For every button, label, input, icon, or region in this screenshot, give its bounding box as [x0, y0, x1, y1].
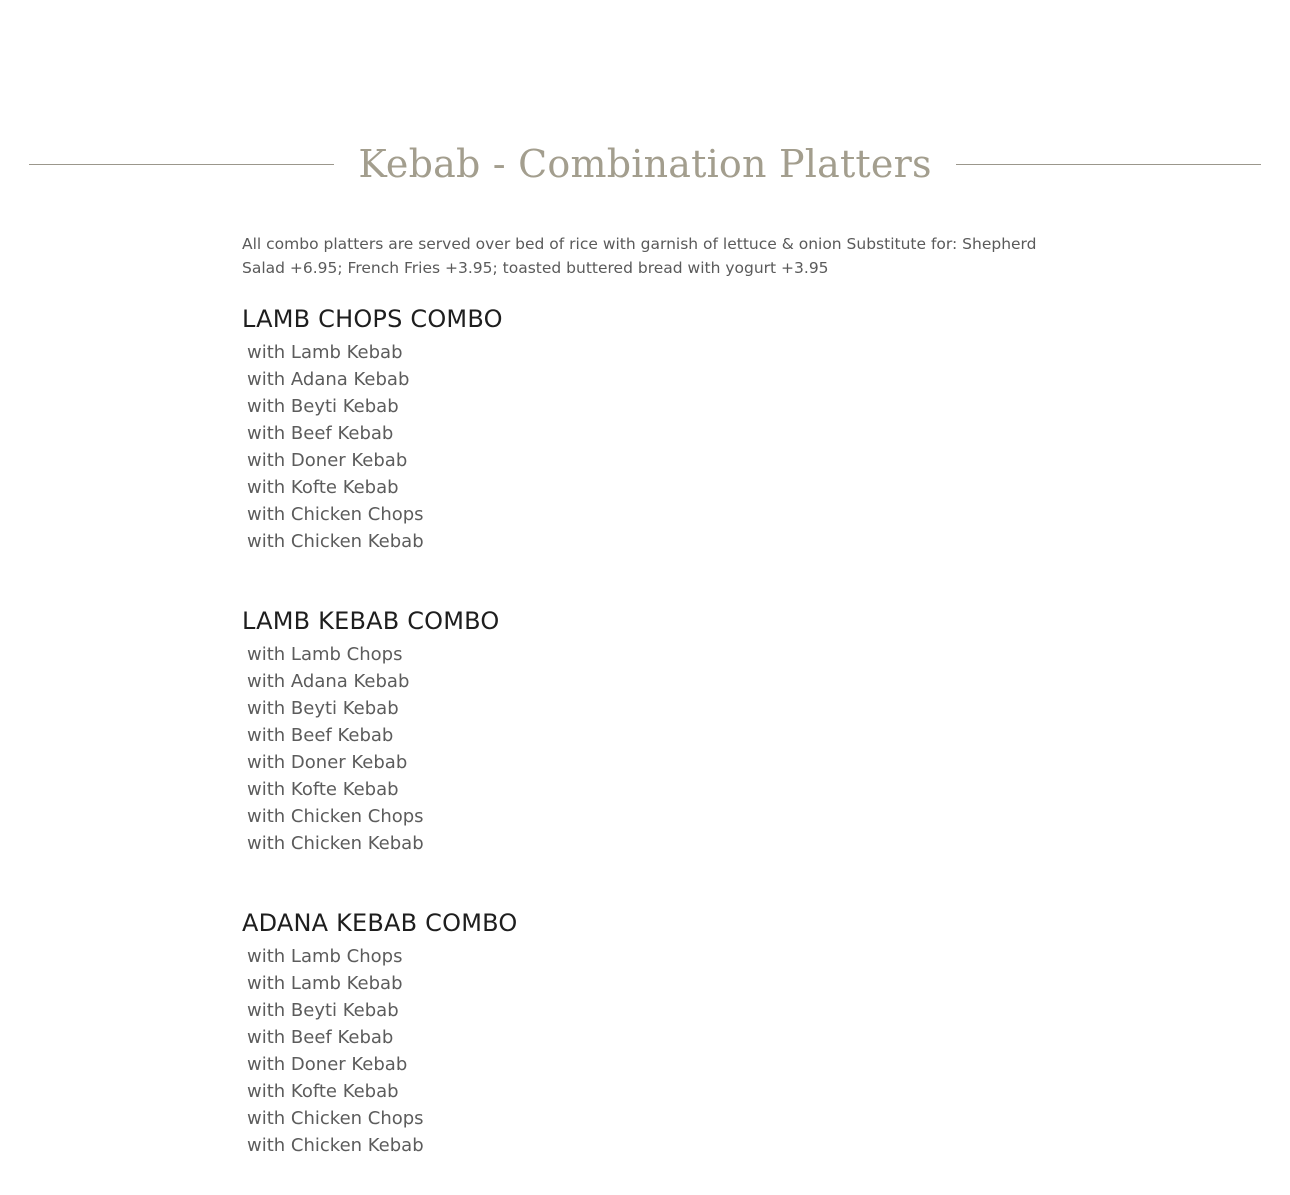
- combo-item: with Chicken Chops: [247, 1108, 424, 1129]
- combo-intro-text: All combo platters are served over bed of rice with garnish of lettuce & onion Substitute for: Shepherd Salad +6.95; French Fries +3.95; toasted buttered bread with yogurt +3.95: [242, 235, 1037, 277]
- combo-section-adana-kebab: [242, 907, 517, 1159]
- title-divider-left: [29, 164, 334, 165]
- combo-item: with Chicken Kebab: [247, 531, 424, 552]
- combo-item: with Kofte Kebab: [247, 779, 399, 800]
- combo-item: with Lamb Kebab: [247, 342, 403, 363]
- combo-item: with Lamb Kebab: [247, 973, 403, 994]
- combo-item: with Adana Kebab: [247, 671, 410, 692]
- combo-title: LAMB KEBAB COMBO: [242, 607, 500, 635]
- combo-item: with Chicken Kebab: [247, 1135, 424, 1156]
- combo-item: with Chicken Chops: [247, 504, 424, 525]
- page-title-row: [29, 142, 1261, 186]
- combo-item: with Kofte Kebab: [247, 1081, 399, 1102]
- combo-item: with Chicken Kebab: [247, 833, 424, 854]
- title-divider-right: [956, 164, 1261, 165]
- combo-item: with Chicken Chops: [247, 806, 424, 827]
- combo-item: with Beyti Kebab: [247, 1000, 399, 1021]
- combo-section-lamb-chops: [242, 303, 503, 555]
- combo-item-list: [247, 339, 503, 555]
- combo-item: with Adana Kebab: [247, 369, 410, 390]
- combo-title: ADANA KEBAB COMBO: [242, 909, 518, 937]
- menu-content: [242, 232, 1062, 1156]
- combo-item: with Doner Kebab: [247, 752, 408, 773]
- page-title: Kebab - Combination Platters: [358, 142, 932, 186]
- combo-item: with Lamb Chops: [247, 946, 403, 967]
- combo-item: with Beyti Kebab: [247, 396, 399, 417]
- combo-item: with Lamb Chops: [247, 644, 403, 665]
- combo-item: with Beyti Kebab: [247, 698, 399, 719]
- combo-item: with Beef Kebab: [247, 725, 394, 746]
- combo-item: with Beef Kebab: [247, 1027, 394, 1048]
- combo-item-list: [247, 641, 500, 857]
- combo-section-lamb-kebab: [242, 605, 500, 857]
- combo-item: with Beef Kebab: [247, 423, 394, 444]
- combo-item: with Doner Kebab: [247, 1054, 408, 1075]
- combo-item: with Kofte Kebab: [247, 477, 399, 498]
- combo-title: LAMB CHOPS COMBO: [242, 305, 503, 333]
- combo-item: with Doner Kebab: [247, 450, 408, 471]
- combo-item-list: [247, 943, 517, 1159]
